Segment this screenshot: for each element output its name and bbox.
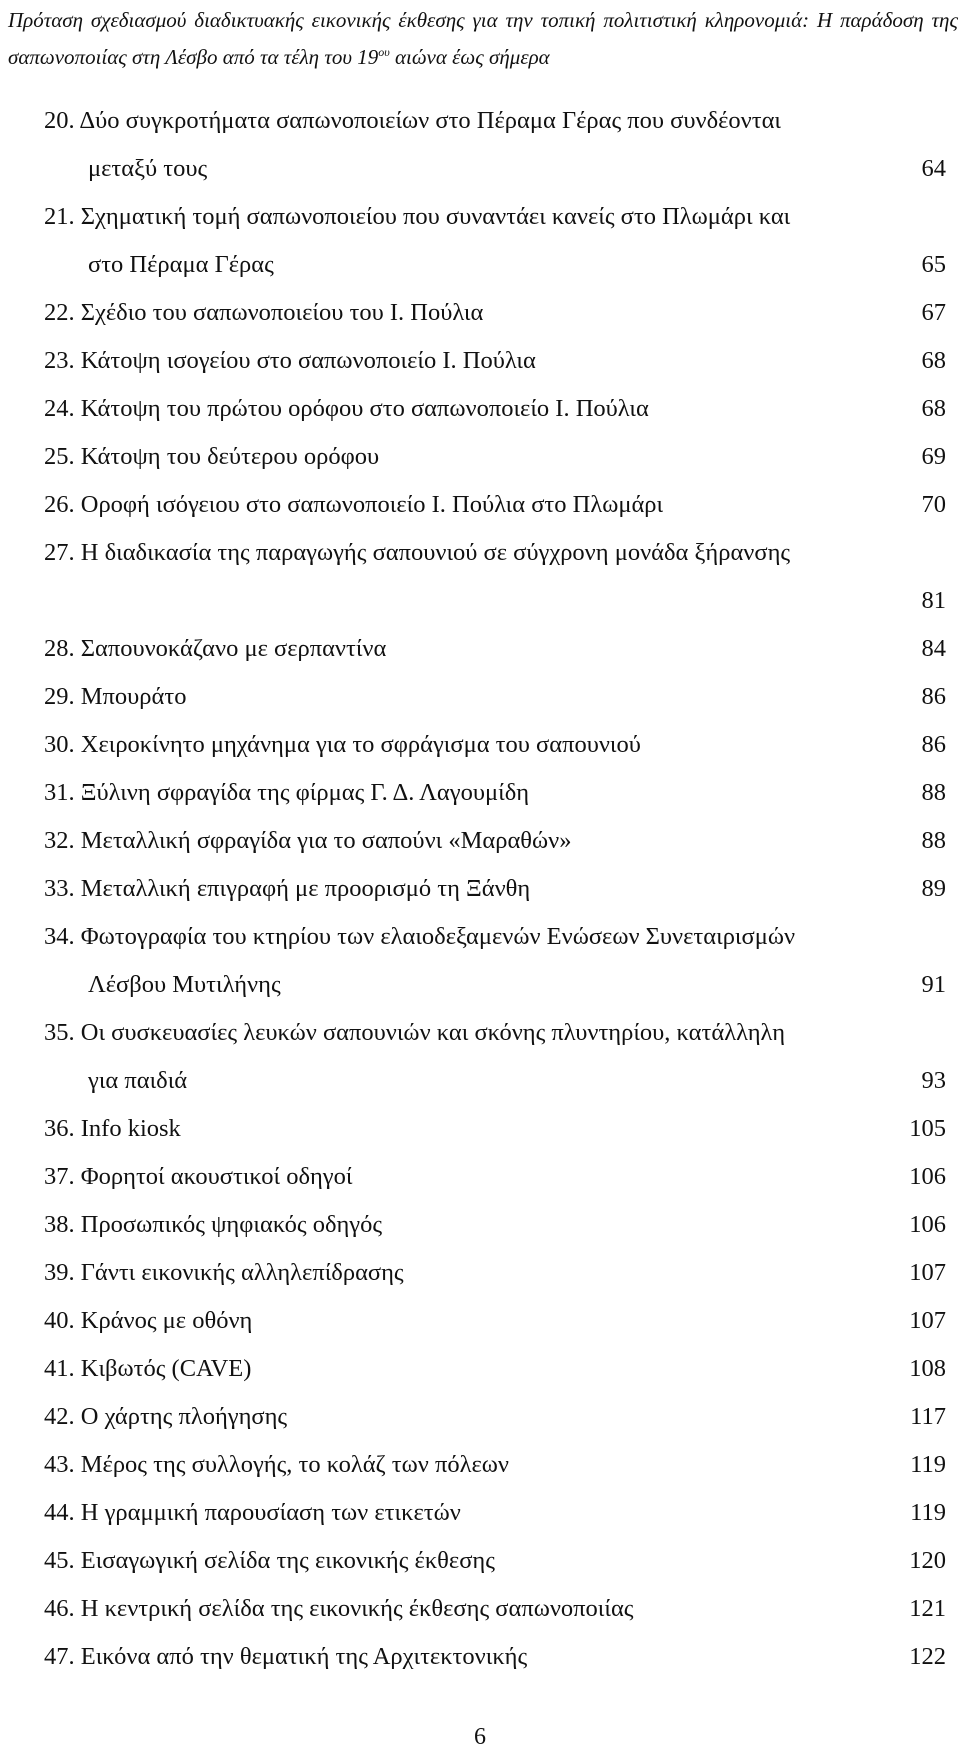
toc-entry	[44, 385, 944, 433]
running-header-superscript: ου	[378, 45, 390, 59]
toc-entry-title	[44, 721, 944, 769]
toc-entry-number: 33.	[44, 875, 75, 902]
list-of-figures	[44, 97, 944, 1681]
toc-entry-text: Εικόνα από την θεματική της Αρχιτεκτονικής	[80, 1643, 528, 1670]
toc-entry-page-number: 65	[921, 251, 946, 278]
running-header-line-1: Πρόταση σχεδιασμού διαδικτυακής εικονικής έκθεσης για την τοπική πολιτιστική κληρονομιά: Η παράδοση της	[8, 8, 958, 32]
toc-entry-page-number: 69	[921, 443, 946, 470]
toc-entry-number: 40.	[44, 1307, 75, 1334]
toc-entry-title	[44, 385, 944, 433]
toc-entry-text: Η κεντρική σελίδα της εικονικής έκθεσης σαπωνοποιίας	[80, 1595, 634, 1622]
toc-entry-text: για παιδιά	[88, 1067, 188, 1094]
toc-entry-page-number: 89	[921, 875, 946, 902]
toc-entry-number: 25.	[44, 443, 75, 470]
toc-entry-text: Οι συσκευασίες λευκών σαπουνιών και σκόνης πλυντηρίου, κατάλληλη	[80, 1019, 786, 1046]
toc-entry-text: Μέρος της συλλογής, το κολάζ των πόλεων	[80, 1451, 509, 1478]
toc-entry-number: 37.	[44, 1163, 75, 1190]
toc-entry-text: Σχηματική τομή σαπωνοποιείου που συναντάει κανείς στο Πλωμάρι και	[80, 203, 791, 230]
toc-entry	[44, 1633, 944, 1681]
toc-entry	[44, 1441, 944, 1489]
toc-entry-text: Κάτοψη του δεύτερου ορόφου	[80, 443, 380, 470]
toc-entry-text: Info kiosk	[80, 1115, 181, 1142]
toc-entry-title-continuation	[44, 577, 944, 625]
toc-entry-text: Φωτογραφία του κτηρίου των ελαιοδεξαμενών Ενώσεων Συνεταιρισμών	[80, 923, 796, 950]
toc-entry-title	[44, 337, 944, 385]
toc-entry-page-number: 106	[909, 1211, 946, 1238]
toc-entry-page-number: 107	[909, 1307, 946, 1334]
toc-entry-number: 23.	[44, 347, 75, 374]
toc-entry-page-number: 119	[910, 1451, 946, 1478]
toc-entry-text: Μεταλλική επιγραφή με προορισμό τη Ξάνθη	[80, 875, 531, 902]
toc-entry	[44, 433, 944, 481]
toc-entry	[44, 289, 944, 337]
toc-entry-page-number: 70	[921, 491, 946, 518]
toc-entry-page-number: 105	[909, 1115, 946, 1142]
toc-entry	[44, 1249, 944, 1297]
toc-entry-text: Μεταλλική σφραγίδα για το σαπούνι «Μαραθών»	[80, 827, 572, 854]
toc-entry-page-number: 86	[921, 731, 946, 758]
toc-entry-text: Λέσβου Μυτιλήνης	[88, 971, 281, 998]
running-header-line-2-start: σαπωνοποιίας στη Λέσβο από τα τέλη του 19	[8, 45, 379, 69]
toc-entry-page-number: 119	[910, 1499, 946, 1526]
toc-entry-page-number: 120	[909, 1547, 946, 1574]
toc-entry-text: Κιβωτός (CAVE)	[80, 1355, 252, 1382]
toc-entry-number: 47.	[44, 1643, 75, 1670]
toc-entry	[44, 1153, 944, 1201]
toc-entry-page-number: 107	[909, 1259, 946, 1286]
toc-entry	[44, 625, 944, 673]
toc-entry-title	[44, 1201, 944, 1249]
toc-entry-page-number: 86	[921, 683, 946, 710]
toc-entry-number: 31.	[44, 779, 75, 806]
toc-entry	[44, 1201, 944, 1249]
toc-entry-title	[44, 1393, 944, 1441]
toc-entry-text: Γάντι εικονικής αλληλεπίδρασης	[80, 1259, 404, 1286]
running-header-line-2-end: αιώνα έως σήμερα	[389, 45, 550, 69]
toc-entry-number: 46.	[44, 1595, 75, 1622]
toc-entry-text: Προσωπικός ψηφιακός οδηγός	[80, 1211, 383, 1238]
toc-entry-page-number: 121	[909, 1595, 946, 1622]
toc-entry	[44, 1393, 944, 1441]
toc-entry	[44, 529, 944, 625]
toc-entry-text: Η γραμμική παρουσίαση των ετικετών	[80, 1499, 461, 1526]
toc-entry-number: 38.	[44, 1211, 75, 1238]
toc-entry-title	[44, 625, 944, 673]
toc-entry-title	[44, 529, 944, 577]
toc-entry-title-continuation	[44, 1057, 944, 1105]
toc-entry-title	[44, 1249, 944, 1297]
toc-entry-page-number: 88	[921, 827, 946, 854]
toc-entry-page-number: 117	[910, 1403, 946, 1430]
toc-entry-number: 21.	[44, 203, 75, 230]
toc-entry	[44, 721, 944, 769]
toc-entry-text: Κάτοψη ισογείου στο σαπωνοποιείο Ι. Πούλια	[80, 347, 536, 374]
toc-entry-title	[44, 193, 944, 241]
toc-entry	[44, 673, 944, 721]
toc-entry-title	[44, 1105, 944, 1153]
toc-entry-text: Κάτοψη του πρώτου ορόφου στο σαπωνοποιείο Ι. Πούλια	[80, 395, 649, 422]
toc-entry-title	[44, 1153, 944, 1201]
toc-entry-text: Ο χάρτης πλοήγησης	[80, 1403, 288, 1430]
toc-entry-number: 29.	[44, 683, 75, 710]
toc-entry-text: στο Πέραμα Γέρας	[88, 251, 274, 278]
toc-entry-number: 34.	[44, 923, 75, 950]
toc-entry-title	[44, 673, 944, 721]
toc-entry-number: 45.	[44, 1547, 75, 1574]
toc-entry-title	[44, 1489, 944, 1537]
toc-entry	[44, 193, 944, 289]
toc-entry-page-number: 68	[921, 395, 946, 422]
toc-entry-page-number: 91	[921, 971, 946, 998]
toc-entry-number: 22.	[44, 299, 75, 326]
toc-entry-page-number: 106	[909, 1163, 946, 1190]
toc-entry-number: 32.	[44, 827, 75, 854]
toc-entry-title	[44, 769, 944, 817]
toc-entry	[44, 865, 944, 913]
toc-entry	[44, 481, 944, 529]
toc-entry-text: Κράνος με οθόνη	[80, 1307, 253, 1334]
toc-entry-text: Δύο συγκροτήματα σαπωνοποιείων στο Πέραμα Γέρας που συνδέονται	[79, 107, 782, 134]
toc-entry-title	[44, 433, 944, 481]
toc-entry-title	[44, 1537, 944, 1585]
toc-entry-text: Ξύλινη σφραγίδα της φίρμας Γ. Δ. Λαγουμίδη	[80, 779, 530, 806]
toc-entry-page-number: 93	[921, 1067, 946, 1094]
toc-entry	[44, 1345, 944, 1393]
toc-entry-title	[44, 1297, 944, 1345]
toc-entry-title-continuation	[44, 145, 944, 193]
toc-entry-number: 28.	[44, 635, 75, 662]
toc-entry-number: 36.	[44, 1115, 75, 1142]
toc-entry-text: μεταξύ τους	[88, 155, 208, 182]
toc-entry-text: Μπουράτο	[80, 683, 187, 710]
toc-entry	[44, 97, 944, 193]
toc-entry-number: 44.	[44, 1499, 75, 1526]
toc-entry-title	[44, 913, 944, 961]
toc-entry-title	[44, 1345, 944, 1393]
toc-entry-page-number: 81	[921, 587, 946, 614]
toc-entry-title	[44, 865, 944, 913]
toc-entry-number: 35.	[44, 1019, 75, 1046]
toc-entry-text: Φορητοί ακουστικοί οδηγοί	[80, 1163, 353, 1190]
toc-entry-title	[44, 1009, 944, 1057]
toc-entry	[44, 337, 944, 385]
toc-entry-number: 39.	[44, 1259, 75, 1286]
toc-entry-page-number: 68	[921, 347, 946, 374]
toc-entry-number: 42.	[44, 1403, 75, 1430]
toc-entry-title	[44, 289, 944, 337]
toc-entry-title	[44, 97, 944, 145]
toc-entry-text: Σαπουνοκάζανο με σερπαντίνα	[80, 635, 387, 662]
toc-entry-page-number: 122	[909, 1643, 946, 1670]
toc-entry-title	[44, 1585, 944, 1633]
toc-entry	[44, 1105, 944, 1153]
toc-entry-text: Εισαγωγική σελίδα της εικονικής έκθεσης	[80, 1547, 495, 1574]
toc-entry-number: 27.	[44, 539, 75, 566]
toc-entry-text: Η διαδικασία της παραγωγής σαπουνιού σε σύγχρονη μονάδα ξήρανσης	[80, 539, 791, 566]
toc-entry-number: 20.	[44, 107, 75, 134]
toc-entry	[44, 1297, 944, 1345]
toc-entry-title	[44, 1633, 944, 1681]
toc-entry-number: 26.	[44, 491, 75, 518]
toc-entry-number: 24.	[44, 395, 75, 422]
toc-entry-page-number: 67	[921, 299, 946, 326]
toc-entry-page-number: 88	[921, 779, 946, 806]
toc-entry	[44, 1489, 944, 1537]
toc-entry-text: Οροφή ισόγειου στο σαπωνοποιείο Ι. Πούλια στο Πλωμάρι	[80, 491, 664, 518]
toc-entry-title-continuation	[44, 241, 944, 289]
footer-page-number: 6	[474, 1724, 486, 1750]
toc-entry	[44, 1585, 944, 1633]
toc-entry	[44, 769, 944, 817]
toc-entry-number: 30.	[44, 731, 75, 758]
toc-entry-text: Χειροκίνητο μηχάνημα για το σφράγισμα του σαπουνιού	[80, 731, 641, 758]
running-header	[8, 2, 958, 76]
toc-entry-title	[44, 481, 944, 529]
toc-entry-title	[44, 817, 944, 865]
toc-entry	[44, 913, 944, 1009]
toc-entry-text: Σχέδιο του σαπωνοποιείου του Ι. Πούλια	[80, 299, 484, 326]
toc-entry-number: 43.	[44, 1451, 75, 1478]
toc-entry-page-number: 108	[909, 1355, 946, 1382]
toc-entry	[44, 1009, 944, 1105]
toc-entry	[44, 817, 944, 865]
toc-entry	[44, 1537, 944, 1585]
toc-entry-number: 41.	[44, 1355, 75, 1382]
toc-entry-title-continuation	[44, 961, 944, 1009]
toc-entry-title	[44, 1441, 944, 1489]
toc-entry-page-number: 84	[921, 635, 946, 662]
toc-entry-page-number: 64	[921, 155, 946, 182]
